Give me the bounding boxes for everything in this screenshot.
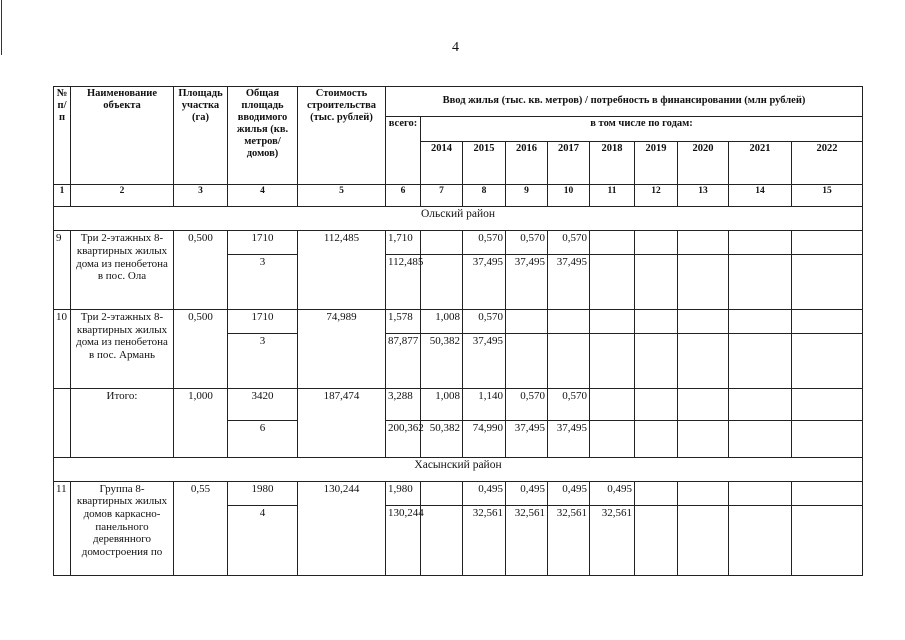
value-cell: 37,495	[506, 255, 548, 310]
col-number: 1	[54, 184, 71, 207]
value-cell	[678, 231, 729, 255]
year-header: 2016	[506, 141, 548, 184]
header-num: № п/п	[54, 87, 71, 185]
value-cell: 32,561	[506, 505, 548, 575]
value-cell	[635, 333, 678, 388]
value-cell	[421, 231, 463, 255]
value-cell	[729, 481, 792, 505]
row-num: 10	[54, 309, 71, 388]
value-cell	[506, 309, 548, 333]
column-numbers-row	[54, 184, 863, 207]
value-cell: 0,570	[548, 388, 590, 420]
value-cell	[678, 309, 729, 333]
col-number: 9	[506, 184, 548, 207]
value-cell: 74,990	[463, 420, 506, 457]
header-row-1	[54, 87, 863, 117]
value-cell	[590, 309, 635, 333]
header-cost: Стоимость строительства (тыс. рублей)	[298, 87, 386, 185]
sqm-cell: 1710	[228, 309, 298, 333]
value-cell	[590, 420, 635, 457]
scan-edge-mark	[1, 0, 2, 55]
value-cell: 37,495	[463, 333, 506, 388]
value-cell	[635, 388, 678, 420]
value-cell: 200,362	[386, 420, 421, 457]
value-cell: 32,561	[548, 505, 590, 575]
col-number: 2	[71, 184, 174, 207]
value-cell: 50,382	[421, 333, 463, 388]
value-cell: 1,710	[386, 231, 421, 255]
value-cell: 0,570	[463, 309, 506, 333]
value-cell: 0,570	[506, 231, 548, 255]
value-cell: 0,495	[590, 481, 635, 505]
col-number: 13	[678, 184, 729, 207]
year-header: 2014	[421, 141, 463, 184]
region-khasynsky: Хасынский район	[54, 457, 863, 481]
value-cell	[729, 420, 792, 457]
value-cell: 50,382	[421, 420, 463, 457]
value-cell	[635, 420, 678, 457]
value-cell: 0,570	[506, 388, 548, 420]
table-row	[54, 309, 863, 333]
value-cell: 37,495	[548, 420, 590, 457]
value-cell	[729, 309, 792, 333]
value-cell: 1,008	[421, 309, 463, 333]
value-cell	[506, 333, 548, 388]
value-cell	[635, 505, 678, 575]
value-cell	[729, 333, 792, 388]
houses-cell: 6	[228, 420, 298, 457]
area-cell: 0,500	[174, 231, 228, 310]
value-cell: 37,495	[463, 255, 506, 310]
houses-cell: 4	[228, 505, 298, 575]
value-cell: 1,578	[386, 309, 421, 333]
value-cell	[792, 420, 863, 457]
sqm-cell: 3420	[228, 388, 298, 420]
value-cell	[729, 231, 792, 255]
object-name: Группа 8-квартирных жилых домов каркасно-панельного деревянного домостроения по	[71, 481, 174, 575]
value-cell	[678, 388, 729, 420]
table-row	[54, 481, 863, 505]
value-cell	[678, 420, 729, 457]
page-number: 4	[452, 40, 459, 55]
value-cell	[729, 505, 792, 575]
region-row	[54, 457, 863, 481]
value-cell	[792, 309, 863, 333]
header-name: Наименование объекта	[71, 87, 174, 185]
value-cell: 0,495	[548, 481, 590, 505]
value-cell	[421, 481, 463, 505]
year-header: 2022	[792, 141, 863, 184]
value-cell: 0,495	[506, 481, 548, 505]
value-cell	[678, 481, 729, 505]
value-cell	[635, 255, 678, 310]
year-header: 2021	[729, 141, 792, 184]
col-number: 10	[548, 184, 590, 207]
value-cell: 112,485	[386, 255, 421, 310]
value-cell	[678, 333, 729, 388]
year-header: 2015	[463, 141, 506, 184]
value-cell	[678, 255, 729, 310]
cost-cell: 130,244	[298, 481, 386, 575]
value-cell	[421, 255, 463, 310]
sqm-cell: 1980	[228, 481, 298, 505]
row-num: 11	[54, 481, 71, 575]
value-cell	[635, 481, 678, 505]
year-header: 2018	[590, 141, 635, 184]
row-num	[54, 388, 71, 457]
col-number: 8	[463, 184, 506, 207]
col-number: 7	[421, 184, 463, 207]
value-cell: 1,980	[386, 481, 421, 505]
value-cell	[792, 505, 863, 575]
header-by-years: в том числе по годам:	[421, 116, 863, 141]
value-cell	[792, 255, 863, 310]
value-cell: 1,140	[463, 388, 506, 420]
cost-cell: 112,485	[298, 231, 386, 310]
value-cell	[548, 309, 590, 333]
value-cell	[729, 388, 792, 420]
col-number: 11	[590, 184, 635, 207]
col-number: 15	[792, 184, 863, 207]
total-label: Итого:	[71, 388, 174, 457]
value-cell: 0,570	[463, 231, 506, 255]
value-cell	[635, 309, 678, 333]
houses-cell: 3	[228, 255, 298, 310]
col-number: 4	[228, 184, 298, 207]
value-cell: 87,877	[386, 333, 421, 388]
value-cell: 0,570	[548, 231, 590, 255]
table-row	[54, 388, 863, 420]
value-cell	[548, 333, 590, 388]
header-total-area: Общая площадь вводимого жилья (кв. метров/ домов)	[228, 87, 298, 185]
cost-cell: 187,474	[298, 388, 386, 457]
header-area: Площадь участка (га)	[174, 87, 228, 185]
value-cell: 0,495	[463, 481, 506, 505]
object-name: Три 2-этажных 8-квартирных жилых дома из пенобетона в пос. Армань	[71, 309, 174, 388]
area-cell: 0,500	[174, 309, 228, 388]
value-cell	[590, 333, 635, 388]
value-cell: 32,561	[590, 505, 635, 575]
header-input: Ввод жилья (тыс. кв. метров) / потребность в финансировании (млн рублей)	[386, 87, 863, 117]
value-cell: 3,288	[386, 388, 421, 420]
value-cell	[590, 231, 635, 255]
value-cell	[678, 505, 729, 575]
col-number: 5	[298, 184, 386, 207]
header-total: всего:	[386, 116, 421, 184]
area-cell: 0,55	[174, 481, 228, 575]
value-cell	[792, 231, 863, 255]
value-cell: 37,495	[548, 255, 590, 310]
value-cell	[792, 481, 863, 505]
cost-cell: 74,989	[298, 309, 386, 388]
area-cell: 1,000	[174, 388, 228, 457]
region-row	[54, 207, 863, 231]
value-cell: 32,561	[463, 505, 506, 575]
region-olsky: Ольский район	[54, 207, 863, 231]
value-cell	[792, 333, 863, 388]
houses-cell: 3	[228, 333, 298, 388]
value-cell	[421, 505, 463, 575]
col-number: 14	[729, 184, 792, 207]
value-cell: 130,244	[386, 505, 421, 575]
year-header: 2019	[635, 141, 678, 184]
year-header: 2017	[548, 141, 590, 184]
year-header: 2020	[678, 141, 729, 184]
value-cell: 37,495	[506, 420, 548, 457]
value-cell	[729, 255, 792, 310]
value-cell	[792, 388, 863, 420]
housing-program-table	[53, 86, 863, 576]
col-number: 3	[174, 184, 228, 207]
col-number: 6	[386, 184, 421, 207]
value-cell	[635, 231, 678, 255]
row-num: 9	[54, 231, 71, 310]
value-cell: 1,008	[421, 388, 463, 420]
value-cell	[590, 388, 635, 420]
value-cell	[590, 255, 635, 310]
col-number: 12	[635, 184, 678, 207]
table-row	[54, 231, 863, 255]
sqm-cell: 1710	[228, 231, 298, 255]
object-name: Три 2-этажных 8-квартирных жилых дома из пенобетона в пос. Ола	[71, 231, 174, 310]
